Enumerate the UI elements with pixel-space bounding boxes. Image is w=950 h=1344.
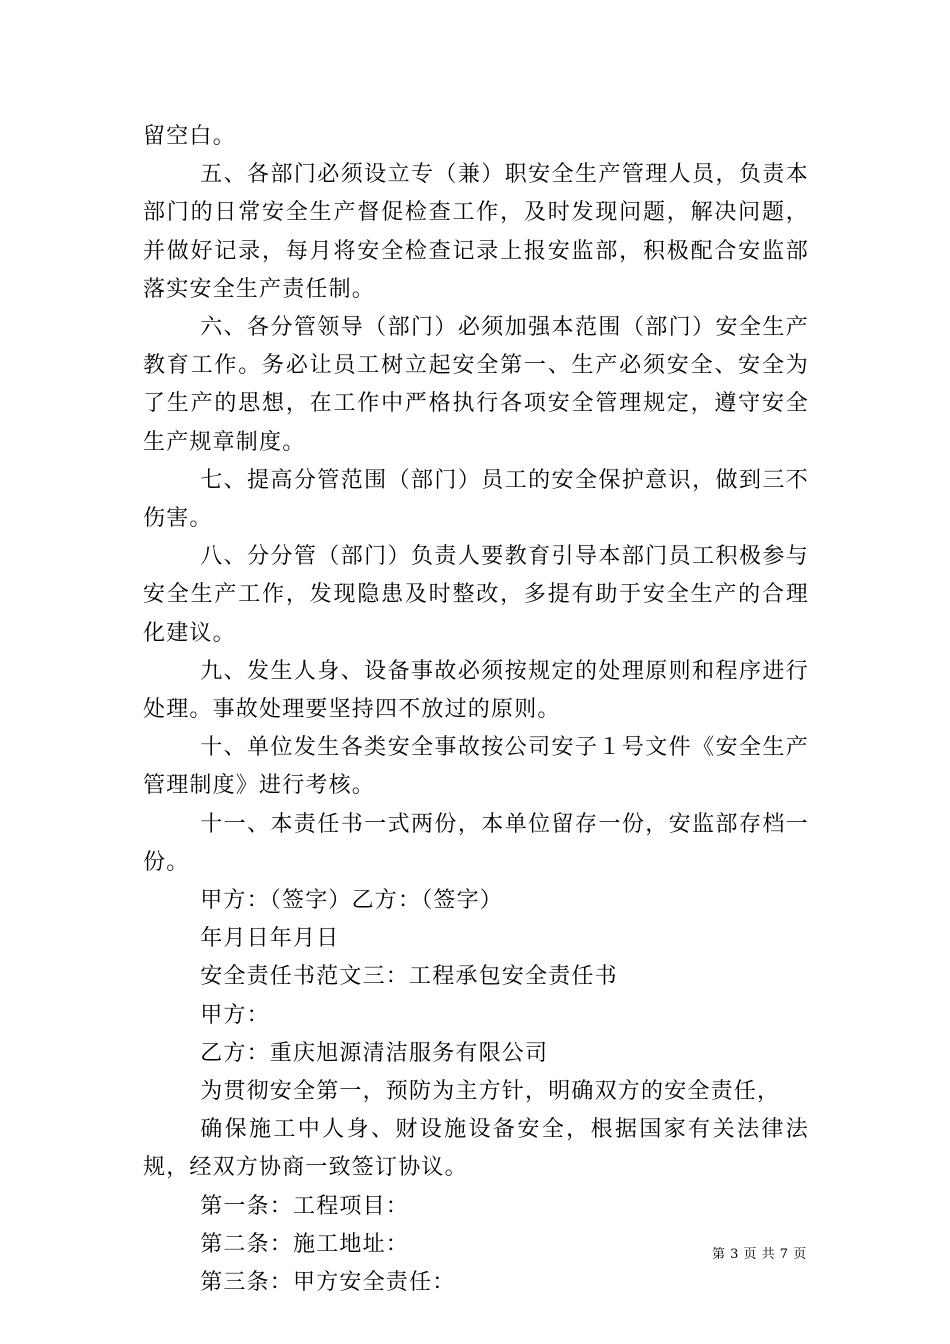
preamble-line-2: 确保施工中人身、财设施设备安全，根据国家有关法律法规，经双方协商一致签订协议。 [143, 1117, 809, 1181]
party-a-line: 甲方： [200, 1002, 270, 1028]
paragraph-item-11: 十一、本责任书一式两份，本单位留存一份，安监部存档一份。 [143, 811, 809, 875]
article-3: 第三条：甲方安全责任： [200, 1270, 456, 1296]
article-2: 第二条：施工地址： [200, 1231, 409, 1257]
section-title: 安全责任书范文三：工程承包安全责任书 [200, 964, 618, 990]
paragraph-item-6: 六、各分管领导（部门）必须加强本范围（部门）安全生产教育工作。务必让员工树立起安全第一、生产必须安全、安全为了生产的思想，在工作中严格执行各项安全管理规定，遵守安全生产规章制度。 [143, 315, 809, 455]
paragraph-item-7: 七、提高分管范围（部门）员工的安全保护意识，做到三不伤害。 [143, 467, 809, 532]
preamble-line-1: 为贯彻安全第一，预防为主方针，明确双方的安全责任， [200, 1079, 781, 1105]
date-line: 年月日年月日 [200, 926, 340, 952]
party-b-line: 乙方：重庆旭源清洁服务有限公司 [200, 1040, 549, 1066]
paragraph-item-5: 五、各部门必须设立专（兼）职安全生产管理人员，负责本部门的日常安全生产督促检查工作，及时发现问题，解决问题，并做好记录，每月将安全检查记录上报安监部，积极配合安监部落实安全生产责任制。 [143, 162, 809, 302]
page-number: 第 3 页 共 7 页 [712, 1247, 807, 1262]
article-1: 第一条：工程项目： [200, 1193, 409, 1219]
paragraph-item-8: 八、分分管（部门）负责人要教育引导本部门员工积极参与安全生产工作，发现隐患及时整改，多提有助于安全生产的合理化建议。 [143, 544, 809, 646]
paragraph-item-10: 十、单位发生各类安全事故按公司安子１号文件《安全生产管理制度》进行考核。 [143, 735, 809, 799]
signature-line: 甲方：（签字）乙方：（签字） [200, 888, 503, 914]
document-body [143, 118, 809, 1302]
paragraph-continuation: 留空白。 [143, 124, 236, 149]
paragraph-item-9: 九、发生人身、设备事故必须按规定的处理原则和程序进行处理。事故处理要坚持四不放过的原则。 [143, 658, 809, 723]
